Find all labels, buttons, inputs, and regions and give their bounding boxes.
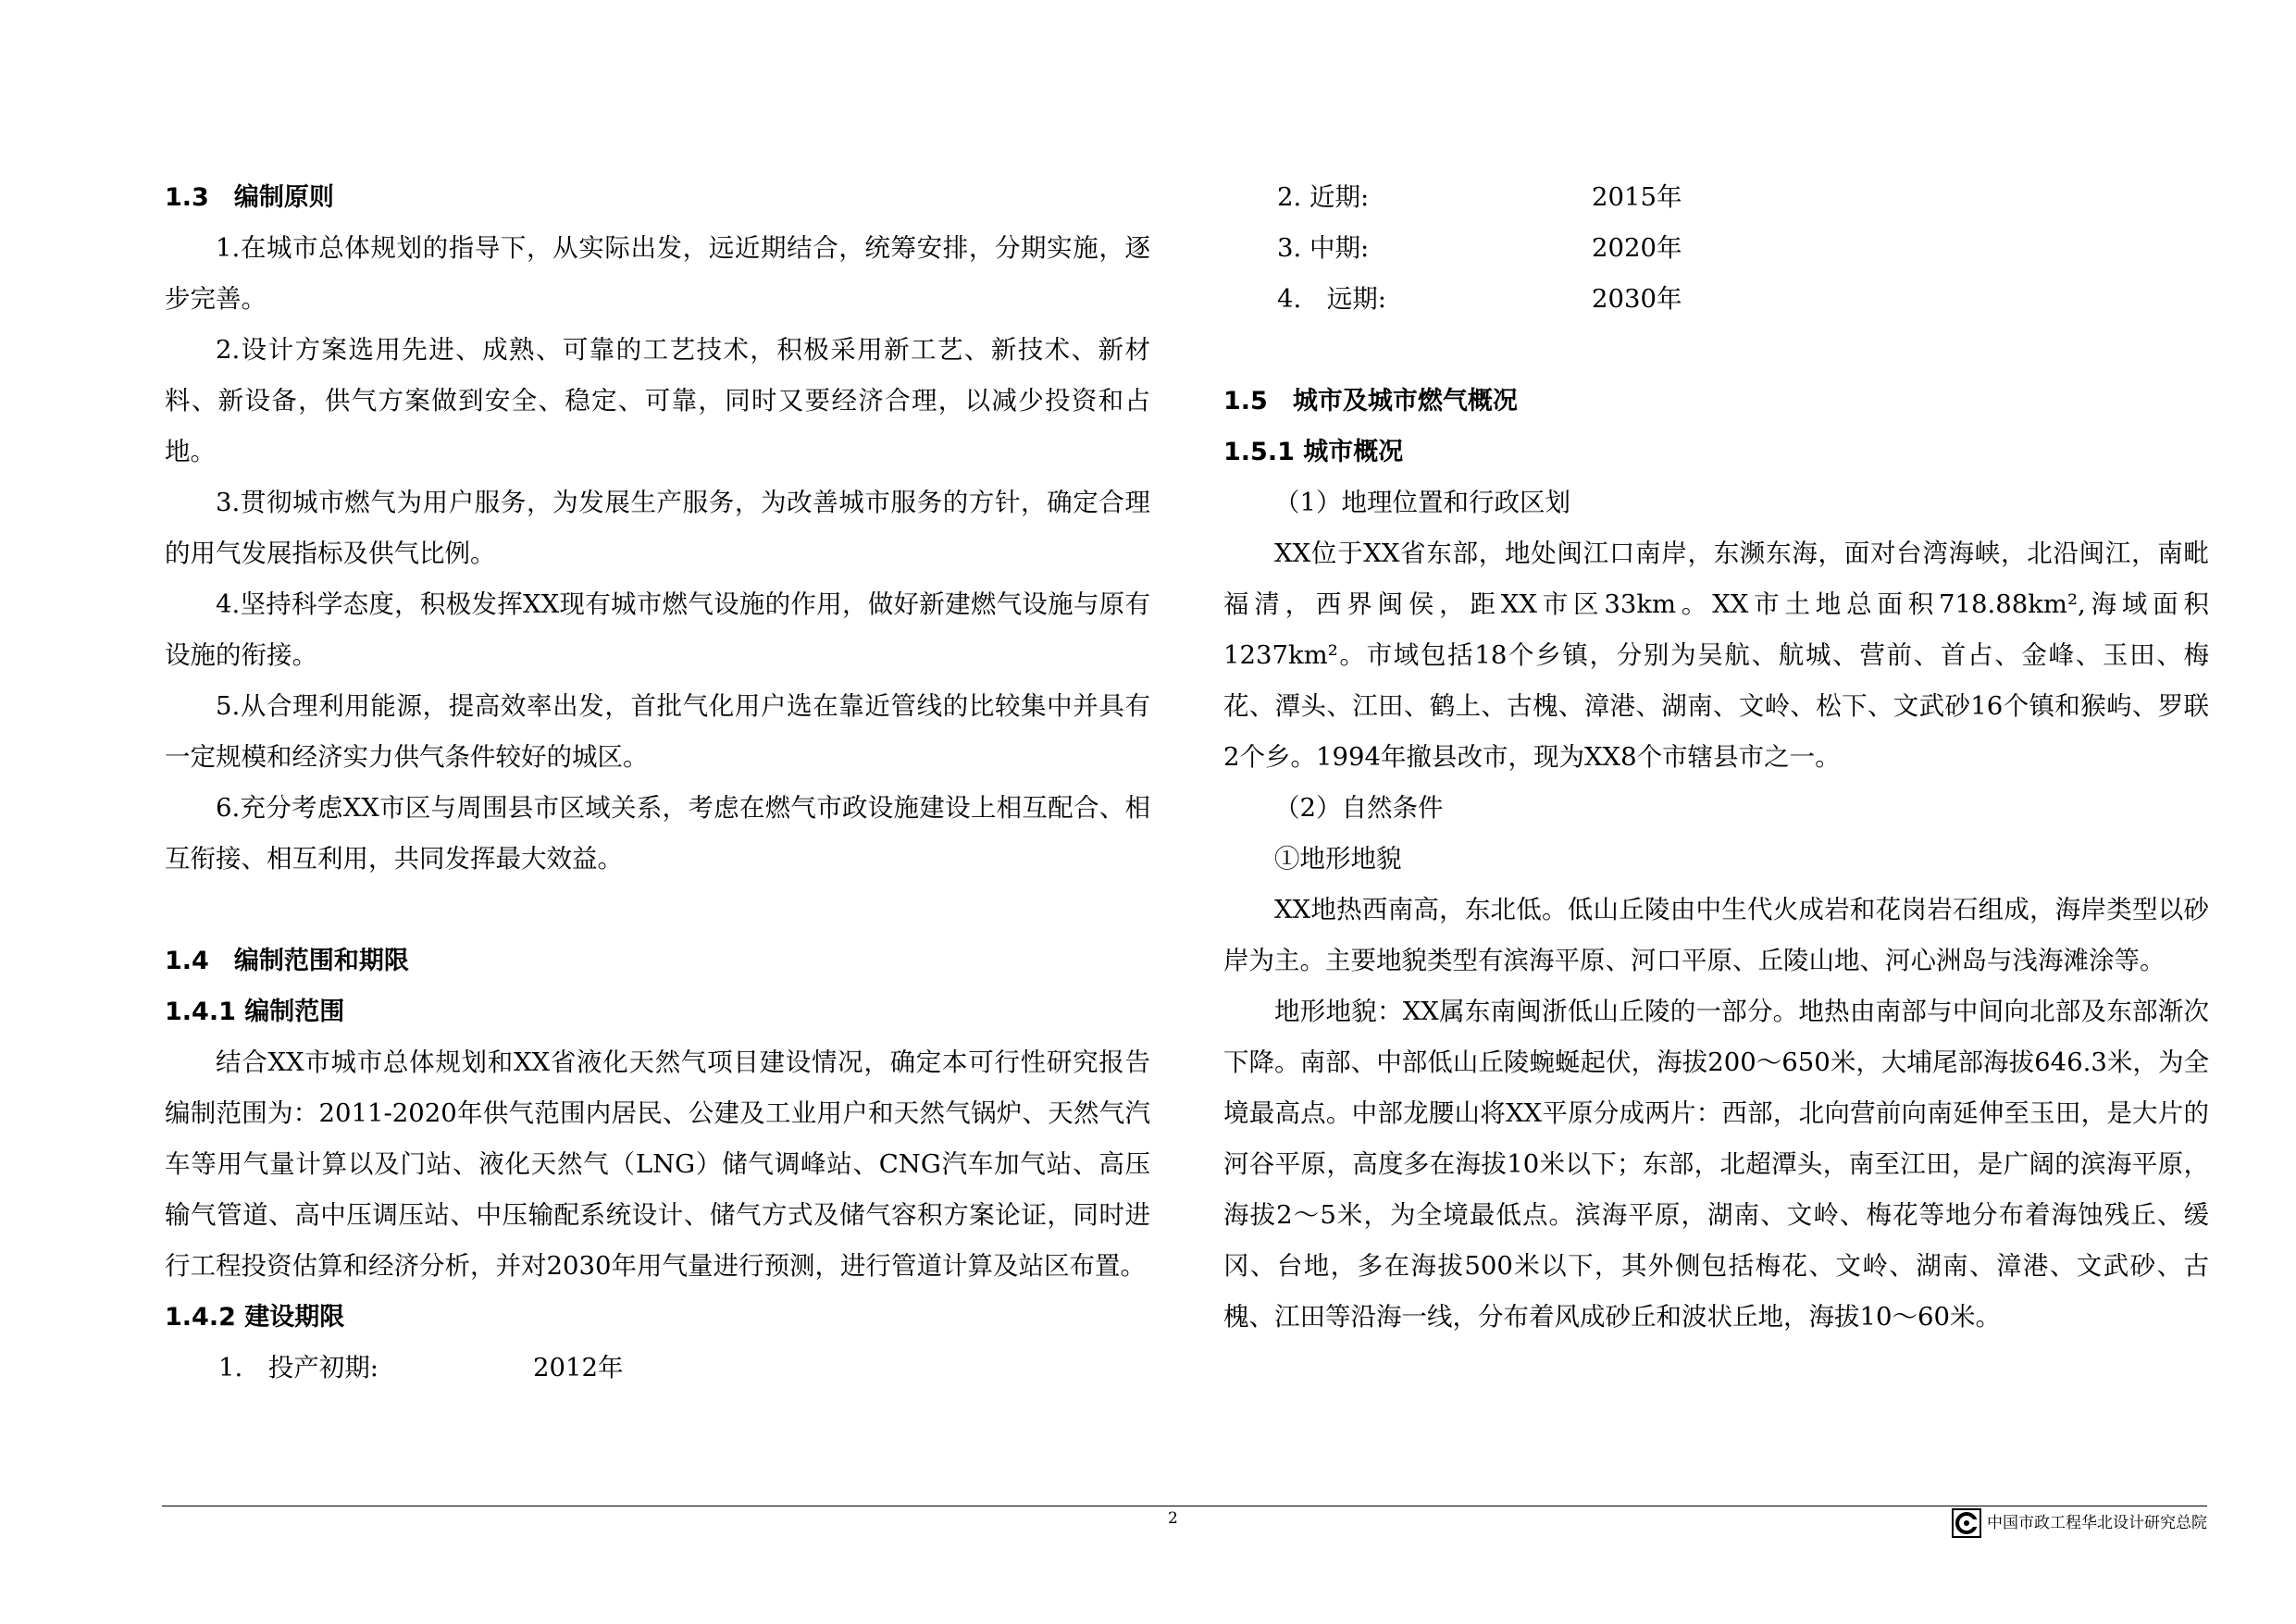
paragraph: 地形地貌：XX属东南闽浙低山丘陵的一部分。地热由南部与中间向北部及东部渐次下降。南部、中部低山丘陵蜿蜒起伏，海拔200～650米，大埔尾部海拔646.3米，为全境最高点。中部龙腰山将XX平原分成两片：西部，北向营前向南延伸至玉田，是大片的河谷平原，高度多在海拔10米以下；东部，北超潭头，南至江田，是广阔的滨海平原，海拔2～5米，为全境最低点。滨海平原，湖南、文岭、梅花等地分布着海蚀残丘、缓冈、台地，多在海拔500米以下，其外侧包括梅花、文岭、湖南、漳港、文武砂、古槐、江田等沿海一线，分布着风成砂丘和波状丘地，海拔10～60米。 [1223,997,2209,1332]
period-value: 2012年 [533,1353,624,1382]
institute-logo-icon [1952,1508,1981,1538]
period-value: 2020年 [1592,233,1682,263]
section-heading-1-3: 1.3 编制原则 [165,183,334,212]
period-value: 2030年 [1592,284,1682,314]
section-heading-1-4-1: 1.4.1 编制范围 [165,998,345,1026]
footer-org [1952,1506,2207,1540]
section-heading-1-5-1: 1.5.1 城市概况 [1223,438,1404,466]
paragraph: XX地热西南高，东北低。低山丘陵由中生代火成岩和花岗岩石组成，海岸类型以砂岸为主。主要地貌类型有滨海平原、河口平原、丘陵山地、河心洲岛与浅海滩涂等。 [1223,895,2209,975]
subheading: （2）自然条件 [1274,793,1444,823]
subheading: （1）地理位置和行政区划 [1274,488,1570,517]
paragraph: 3.贯彻城市燃气为用户服务，为发展生产服务，为改善城市服务的方针，确定合理的用气发展指标及供气比例。 [165,488,1150,568]
period-label: 3. 中期: [1277,233,1370,263]
period-label: 1. 投产初期: [218,1353,379,1382]
period-row-mid [1223,223,2209,274]
spacer [1223,325,2209,376]
page-number: 2 [1168,1509,1178,1528]
period-label: 4. 远期: [1277,284,1387,314]
subheading: ①地形地貌 [1274,844,1402,874]
paragraph: 5.从合理利用能源，提高效率出发，首批气化用户选在靠近管线的比较集中并具有一定规模和经济实力供气条件较好的城区。 [165,691,1150,772]
period-row-near [1223,172,2209,223]
paragraph: 4.坚持科学态度，积极发挥XX现有城市燃气设施的作用，做好新建燃气设施与原有设施的衔接。 [165,589,1150,670]
spacer [165,885,1150,936]
paragraph: 结合XX市城市总体规划和XX省液化天然气项目建设情况，确定本可行性研究报告编制范围为：2011-2020年供气范围内居民、公建及工业用户和天然气锅炉、天然气汽车等用气量计算以及门站、液化天然气（LNG）储气调峰站、CNG汽车加气站、高压输气管道、高中压调压站、中压输配系统设计、储气方式及储气容积方案论证，同时进行工程投资估算和经济分析，并对2030年用气量进行预测，进行管道计算及站区布置。 [165,1048,1150,1281]
section-heading-1-5: 1.5 城市及城市燃气概况 [1223,387,1518,415]
left-column [165,172,1150,1394]
period-row-far [1223,274,2209,325]
paragraph: XX位于XX省东部，地处闽江口南岸，东濒东海，面对台湾海峡，北沿闽江，南毗福清，西界闽侯，距XX市区33km。XX市土地总面积718.88km²,海域面积1237km²。市域包括18个乡镇，分别为吴航、航城、营前、首占、金峰、玉田、梅花、潭头、江田、鹤上、古槐、漳港、湖南、文岭、松下、文武砂16个镇和猴屿、罗联2个乡。1994年撤县改市，现为XX8个市辖县市之一。 [1223,539,2209,772]
paragraph: 6.充分考虑XX市区与周围县市区域关系，考虑在燃气市政设施建设上相互配合、相互衔接、相互利用，共同发挥最大效益。 [165,793,1150,874]
period-value: 2015年 [1592,182,1682,212]
section-heading-1-4: 1.4 编制范围和期限 [165,947,409,975]
paragraph: 1.在城市总体规划的指导下，从实际出发，远近期结合，统筹安排，分期实施，逐步完善。 [165,233,1150,314]
period-label: 2. 近期: [1277,182,1370,212]
section-heading-1-4-2: 1.4.2 建设期限 [165,1303,345,1332]
paragraph: 2.设计方案选用先进、成熟、可靠的工艺技术，积极采用新工艺、新技术、新材料、新设备，供气方案做到安全、稳定、可靠，同时又要经济合理，以减少投资和占地。 [165,335,1150,466]
right-column [1223,172,2209,1343]
footer-org-name: 中国市政工程华北设计研究总院 [1987,1514,2207,1532]
period-row-initial [165,1343,1150,1394]
